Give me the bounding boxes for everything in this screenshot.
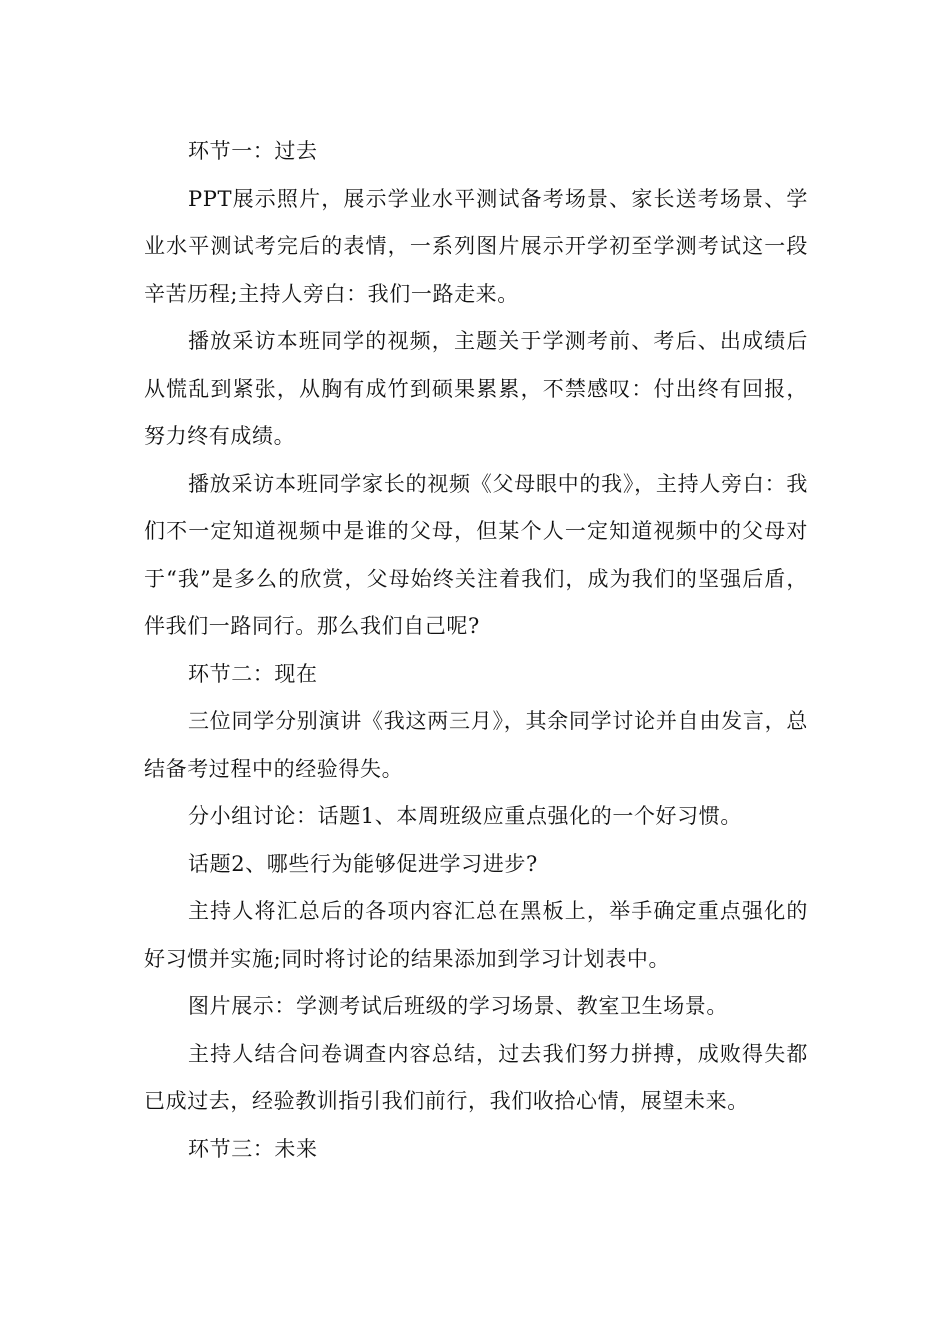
section-heading-past: 环节一：过去 [188,139,318,163]
paragraph-parent-interview: 播放采访本班同学家长的视频《父母眼中的我》，主持人旁白：我们不一定知道视频中是谁的父母，但某个人一定知道视频中的父母对于“我”是多么的欣赏，父母始终关注着我们，成为我们的坚强后盾，伴我们一路同行。那么我们自己呢? [144,471,808,638]
paragraph-picture-display: 图片展示：学测考试后班级的学习场景、教室卫生场景。 [188,994,728,1018]
paragraph-student-interview: 播放采访本班同学的视频，主题关于学测考前、考后、出成绩后从慌乱到紧张，从胸有成竹到硕果累累，不禁感叹：付出终有回报，努力终有成绩。 [144,329,808,448]
document-body [144,128,808,1173]
paragraph-group-discussion: 分小组讨论：话题1、本周班级应重点强化的一个好习惯。 [188,804,742,828]
paragraph-speeches: 三位同学分别演讲《我这两三月》，其余同学讨论并自由发言，总结备考过程中的经验得失。 [144,709,808,781]
section-heading-present: 环节二：现在 [188,661,318,686]
paragraph-host-conclusion: 主持人结合问卷调查内容总结，过去我们努力拼搏，成败得失都已成过去，经验教训指引我们前行，我们收拾心情，展望未来。 [144,1041,808,1113]
paragraph-blackboard-summary: 主持人将汇总后的各项内容汇总在黑板上，举手确定重点强化的好习惯并实施;同时将讨论的结果添加到学习计划表中。 [144,899,808,971]
section-heading-future: 环节三：未来 [188,1136,318,1161]
paragraph-ppt-photos: PPT展示照片，展示学业水平测试备考场景、家长送考场景、学业水平测试考完后的表情，一系列图片展示开学初至学测考试这一段辛苦历程;主持人旁白：我们一路走来。 [144,186,808,306]
paragraph-topic-two: 话题2、哪些行为能够促进学习进步? [188,851,538,876]
